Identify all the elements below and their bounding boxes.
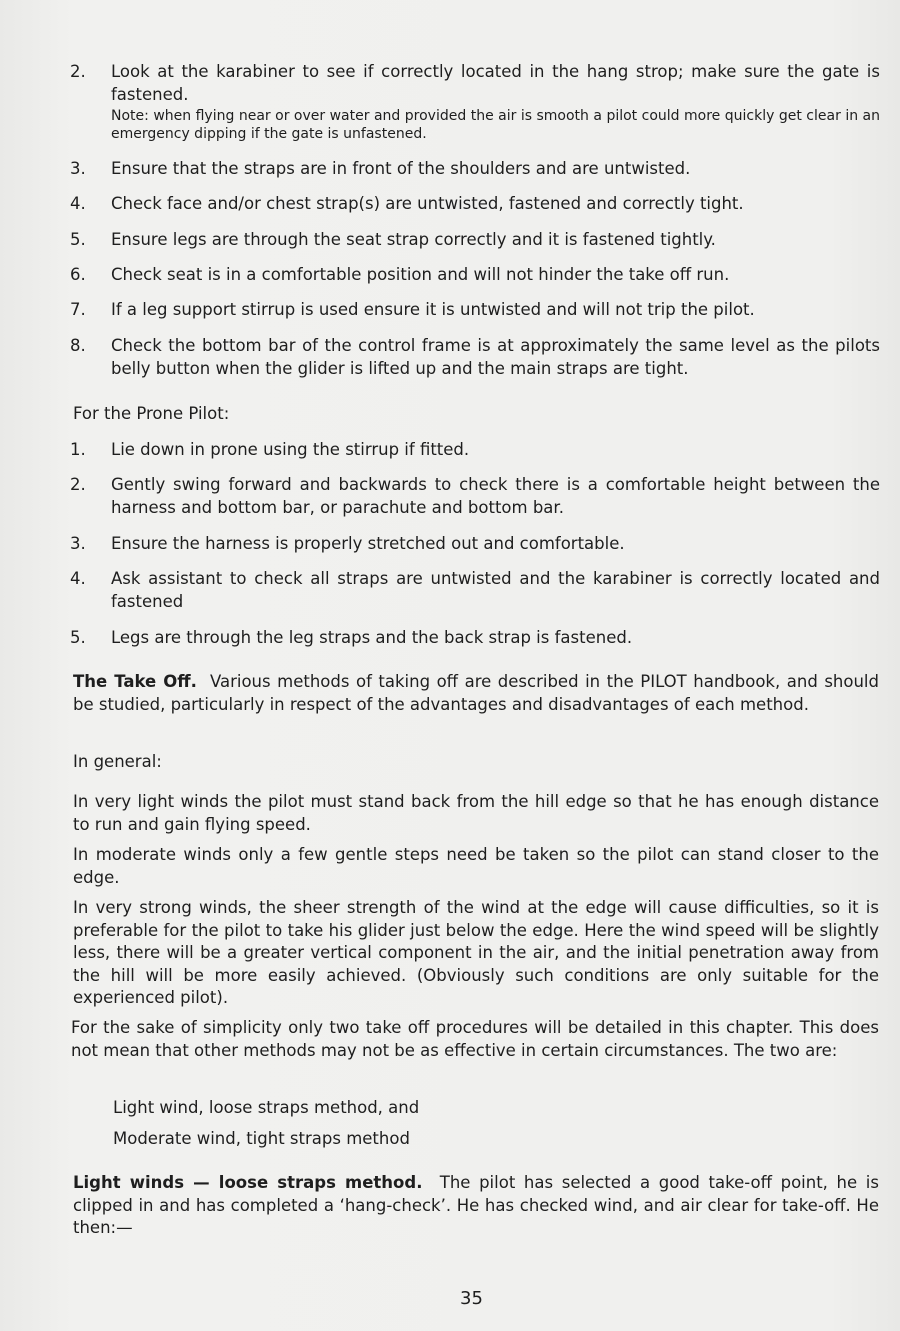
item-text: Legs are through the leg straps and the back strap is fastened. xyxy=(111,628,633,647)
checklist-item xyxy=(70,61,880,143)
item-text: Gently swing forward and backwards to check there is a comfortable height between the harness and bottom bar, or parachute and bottom bar. xyxy=(111,475,880,517)
item-number: 1. xyxy=(70,440,86,459)
item-number: 3. xyxy=(70,159,86,178)
item-number: 5. xyxy=(70,628,86,647)
item-text: Check face and/or chest strap(s) are untwisted, fastened and correctly tight. xyxy=(111,194,744,213)
item-text: Check seat is in a comfortable position and will not hinder the take off run. xyxy=(111,265,730,284)
general-label: In general: xyxy=(73,752,162,771)
item-number: 6. xyxy=(70,265,86,284)
prone-item xyxy=(70,439,880,462)
prone-item xyxy=(70,474,880,519)
item-number: 8. xyxy=(70,336,86,355)
checklist-item xyxy=(70,193,880,216)
item-note: Note: when flying near or over water and provided the air is smooth a pilot could more quickly get clear in an emergency dipping if the gate is unfastened. xyxy=(111,108,880,142)
checklist-item xyxy=(70,264,880,287)
item-number: 5. xyxy=(70,230,86,249)
takeoff-intro-text: Various methods of taking off are described in the PILOT handbook, and should be studied, particularly in respect of the advantages and disadvantages of each method. xyxy=(73,672,879,714)
checklist-item xyxy=(70,335,880,380)
show-through xyxy=(60,60,880,1180)
item-text: If a leg support stirrup is used ensure it is untwisted and will not trip the pilot. xyxy=(111,300,755,319)
moderate-wind-paragraph: In moderate winds only a few gentle steps need be taken so the pilot can stand closer to the edge. xyxy=(73,845,879,887)
light-wind-paragraph: In very light winds the pilot must stand back from the hill edge so that he has enough distance to run and gain flying speed. xyxy=(73,792,879,834)
takeoff-intro xyxy=(73,671,879,716)
item-number: 2. xyxy=(70,475,86,494)
strong-wind-paragraph: In very strong winds, the sheer strength of the wind at the edge will cause difficulties, so it is preferable for the pilot to take his glider just below the edge. Here the wind speed will be slightly less, there will be a greater vertical component in the air, and the initial penetration away from the hill will be more easily achieved. (Obviously such conditions are only suitable for the experienced pilot). xyxy=(73,898,879,1007)
checklist-item xyxy=(70,299,880,322)
light-winds-heading: Light winds — loose straps method. xyxy=(73,1173,423,1192)
item-text: Ensure that the straps are in front of the shoulders and are untwisted. xyxy=(111,159,691,178)
item-number: 4. xyxy=(70,194,86,213)
prone-heading: For the Prone Pilot: xyxy=(73,404,230,423)
checklist-item xyxy=(70,229,880,252)
item-text: Look at the karabiner to see if correctly located in the hang strop; make sure the gate is fastened. xyxy=(111,62,880,104)
item-text: Lie down in prone using the stirrup if fitted. xyxy=(111,440,470,459)
item-number: 4. xyxy=(70,569,86,588)
prone-item xyxy=(70,568,880,613)
item-text: Check the bottom bar of the control frame is at approximately the same level as the pilots belly button when the glider is lifted up and the main straps are tight. xyxy=(111,336,880,378)
light-winds-text: The pilot has selected a good take-off point, he is clipped in and has completed a ‘hang-check’. He has checked wind, and air clear for take-off. He then:— xyxy=(73,1173,879,1237)
prone-item xyxy=(70,533,880,556)
page-number: 35 xyxy=(460,1288,483,1309)
simplicity-paragraph: For the sake of simplicity only two take off procedures will be detailed in this chapter. This does not mean that other methods may not be as effective in certain circumstances. The two are: xyxy=(71,1018,879,1060)
item-text: Ensure the harness is properly stretched out and comfortable. xyxy=(111,534,625,553)
item-number: 2. xyxy=(70,62,86,81)
item-number: 7. xyxy=(70,300,86,319)
method-one: Light wind, loose straps method, and xyxy=(113,1098,420,1117)
light-winds-paragraph xyxy=(73,1172,879,1240)
method-two: Moderate wind, tight straps method xyxy=(113,1129,410,1148)
prone-item xyxy=(70,627,880,650)
item-number: 3. xyxy=(70,534,86,553)
item-text: Ask assistant to check all straps are untwisted and the karabiner is correctly located and fastened xyxy=(111,569,880,611)
item-text: Ensure legs are through the seat strap correctly and it is fastened tightly. xyxy=(111,230,716,249)
checklist-item xyxy=(70,158,880,181)
takeoff-heading: The Take Off. xyxy=(73,672,197,691)
